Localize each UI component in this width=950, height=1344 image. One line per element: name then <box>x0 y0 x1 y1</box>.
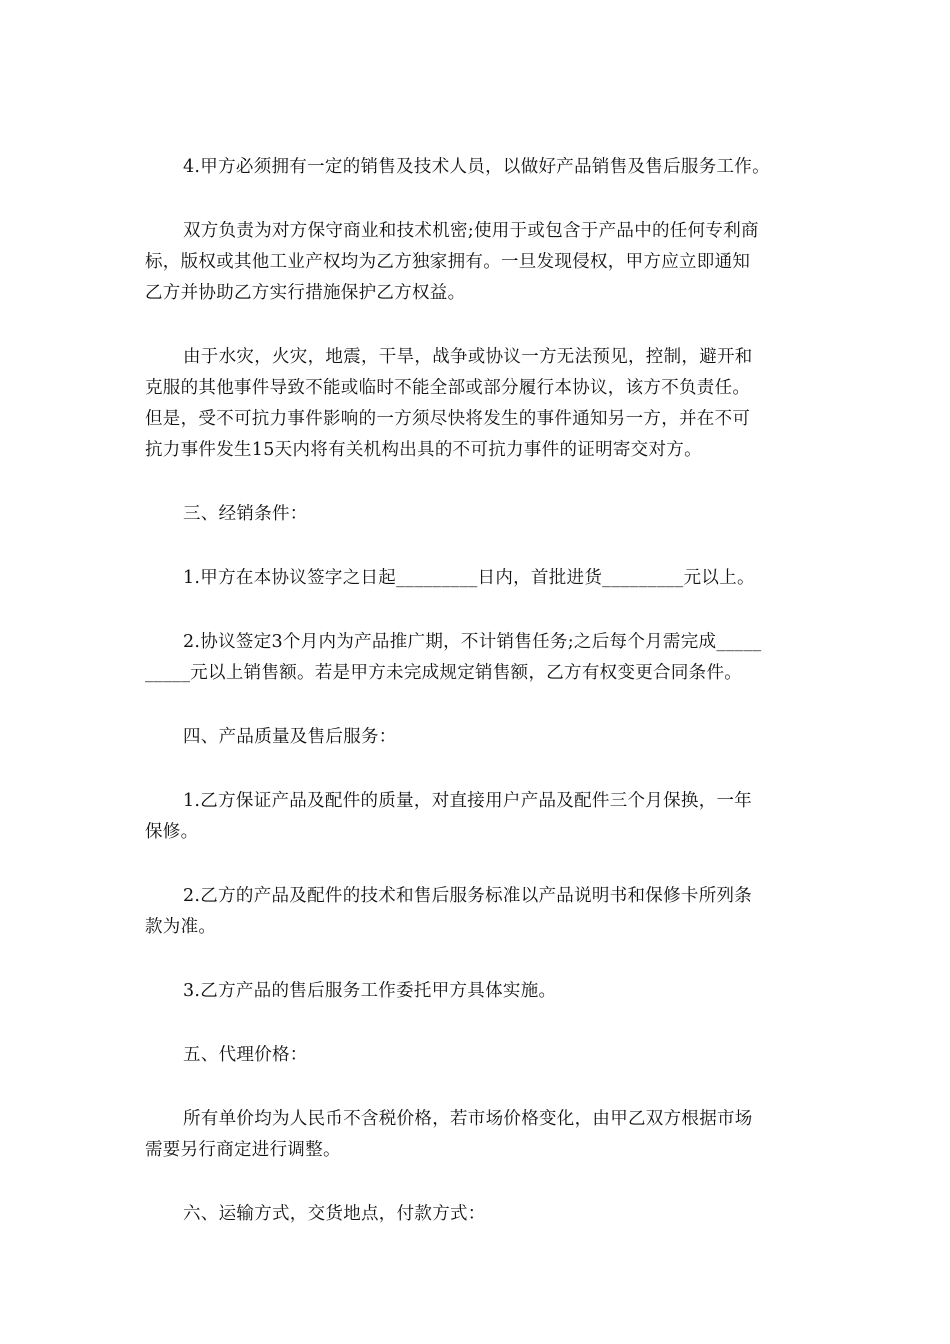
paragraph-sales-staff <box>145 152 808 183</box>
paragraph-line: _____元以上销售额。若是甲方未完成规定销售额，乙方有权变更合同条件。 <box>145 663 743 683</box>
paragraph-line: 标，版权或其他工业产权均为乙方独家拥有。一旦发现侵权，甲方应立即通知 <box>145 252 751 272</box>
paragraph-line: 乙方并协助乙方实行措施保护乙方权益。 <box>145 283 466 303</box>
paragraph-line: 1.乙方保证产品及配件的质量，对直接用户产品及配件三个月保换，一年 <box>183 791 753 811</box>
section-heading: 三、经销条件： <box>183 504 308 524</box>
section-heading: 四、产品质量及售后服务： <box>183 727 397 747</box>
paragraph-line: 所有单价均为人民币不含税价格，若市场价格变化，由甲乙双方根据市场 <box>183 1109 753 1129</box>
paragraph-line: 需要另行商定进行调整。 <box>145 1140 341 1160</box>
paragraph-line: 4.甲方必须拥有一定的销售及技术人员，以做好产品销售及售后服务工作。 <box>183 157 770 177</box>
document-body <box>145 152 808 1263</box>
paragraph-service-delegation <box>145 976 808 1007</box>
paragraph-line: 双方负责为对方保守商业和技术机密;使用于或包含于产品中的任何专利商 <box>183 221 759 241</box>
paragraph-first-order <box>145 563 808 594</box>
paragraph-pricing <box>145 1104 808 1166</box>
paragraph-line: 克服的其他事件导致不能或临时不能全部或部分履行本协议，该方不负责任。 <box>145 378 751 398</box>
paragraph-line: 1.甲方在本协议签字之日起_________日内，首批进货_________元以上。 <box>183 568 755 588</box>
paragraph-force-majeure <box>145 342 808 466</box>
section-heading-transport-payment <box>145 1199 808 1230</box>
section-heading: 五、代理价格： <box>183 1045 308 1065</box>
paragraph-sales-target <box>145 627 808 689</box>
paragraph-line: 由于水灾，火灾，地震，干旱，战争或协议一方无法预见，控制，避开和 <box>183 347 753 367</box>
paragraph-confidentiality <box>145 216 808 309</box>
section-heading-quality-service <box>145 722 808 753</box>
paragraph-warranty <box>145 786 808 848</box>
section-heading-agency-price <box>145 1040 808 1071</box>
paragraph-line: 3.乙方产品的售后服务工作委托甲方具体实施。 <box>183 981 557 1001</box>
paragraph-service-standard <box>145 881 808 943</box>
section-heading: 六、运输方式，交货地点，付款方式： <box>183 1204 486 1224</box>
section-heading-distribution-terms <box>145 499 808 530</box>
paragraph-line: 但是，受不可抗力事件影响的一方须尽快将发生的事件通知另一方，并在不可 <box>145 409 751 429</box>
paragraph-line: 款为准。 <box>145 917 217 937</box>
paragraph-line: 抗力事件发生15天内将有关机构出具的不可抗力事件的证明寄交对方。 <box>145 440 702 460</box>
paragraph-line: 保修。 <box>145 822 199 842</box>
paragraph-line: 2.协议签定3个月内为产品推广期，不计销售任务;之后每个月需完成_____ <box>183 632 762 652</box>
paragraph-line: 2.乙方的产品及配件的技术和售后服务标准以产品说明书和保修卡所列条 <box>183 886 753 906</box>
